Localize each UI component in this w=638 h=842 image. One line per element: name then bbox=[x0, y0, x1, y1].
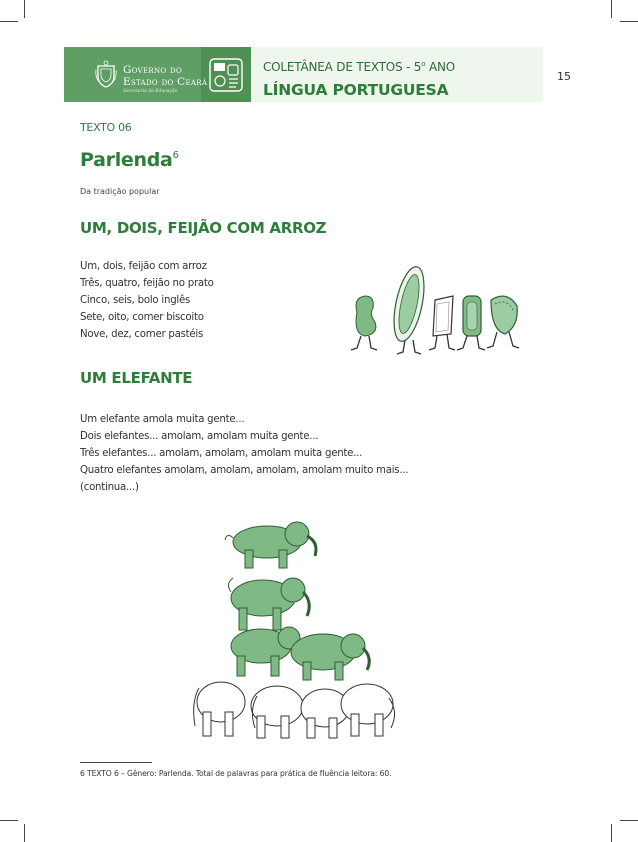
secretariat-name: Secretaria da Educação bbox=[123, 89, 178, 94]
crop-mark bbox=[620, 820, 638, 821]
footnote-rule bbox=[80, 762, 152, 763]
biscuit-character bbox=[457, 296, 485, 350]
food-characters-illustration bbox=[345, 260, 525, 360]
subject-title: LÍNGUA PORTUGUESA bbox=[263, 81, 449, 99]
page-number: 15 bbox=[557, 70, 571, 83]
poem-line: Nove, dez, comer pastéis bbox=[80, 329, 204, 340]
footnote-marker: 6 bbox=[172, 150, 179, 161]
section-heading-elefante: UM ELEFANTE bbox=[80, 369, 193, 387]
text-number: TEXTO 06 bbox=[80, 121, 132, 134]
poem-line: Três, quatro, feijão no prato bbox=[80, 278, 214, 289]
collection-title bbox=[263, 60, 455, 74]
elephant-bottom-2 bbox=[251, 686, 303, 738]
collection-title-text: COLETÂNEA DE TEXTOS - 5 bbox=[263, 60, 422, 74]
bean-character bbox=[351, 296, 377, 350]
elephant-level3-left bbox=[231, 627, 300, 676]
elephant-top bbox=[225, 522, 316, 568]
elephant-bottom-1 bbox=[194, 682, 245, 736]
footnote: 6 TEXTO 6 – Gênero: Parlenda. Total de palavras para prática de fluência leitora: 60. bbox=[80, 769, 392, 778]
page-title-text: Parlenda bbox=[80, 149, 173, 171]
government-name-line1: Governo do bbox=[123, 64, 182, 76]
program-seal-icon bbox=[208, 55, 244, 95]
poem-line: Quatro elefantes amolam, amolam, amolam, amolam muito mais... bbox=[80, 465, 409, 476]
poem-line: Um, dois, feijão com arroz bbox=[80, 261, 207, 272]
page-title bbox=[80, 149, 179, 171]
poem-line: Dois elefantes... amolam, amolam muita gente... bbox=[80, 431, 319, 442]
poem-elefante bbox=[80, 411, 408, 496]
crop-mark bbox=[0, 820, 18, 821]
poem-line: Sete, oito, comer biscoito bbox=[80, 312, 204, 323]
cake-character bbox=[429, 296, 455, 350]
crop-mark bbox=[611, 0, 612, 18]
elephant-bottom-4 bbox=[341, 684, 395, 736]
poem-line: Três elefantes... amolam, amolam, amolam muita gente... bbox=[80, 448, 363, 459]
government-name-line2: Estado do Ceará bbox=[123, 76, 208, 88]
crop-mark bbox=[620, 21, 638, 22]
crop-mark bbox=[24, 0, 25, 18]
collection-title-suffix: ANO bbox=[425, 60, 455, 74]
elephant-level3-right bbox=[291, 634, 369, 680]
ordinal-indicator: o bbox=[421, 60, 426, 68]
poem-feijao bbox=[80, 258, 214, 343]
section-heading-feijao: UM, DOIS, FEIJÃO COM ARROZ bbox=[80, 219, 327, 237]
plate-character bbox=[388, 264, 429, 354]
elephant-pyramid-illustration bbox=[185, 512, 405, 744]
crop-mark bbox=[0, 21, 18, 22]
pastel-character bbox=[487, 296, 519, 348]
elephant-level2 bbox=[228, 578, 309, 630]
poem-line: Cinco, seis, bolo inglês bbox=[80, 295, 191, 306]
source-line: Da tradição popular bbox=[80, 187, 160, 196]
elephant-bottom-3 bbox=[301, 689, 349, 738]
poem-line: (continua...) bbox=[80, 482, 139, 493]
poem-line: Um elefante amola muita gente... bbox=[80, 414, 245, 425]
coat-of-arms-icon bbox=[95, 60, 117, 88]
crop-mark bbox=[611, 824, 612, 842]
crop-mark bbox=[24, 824, 25, 842]
